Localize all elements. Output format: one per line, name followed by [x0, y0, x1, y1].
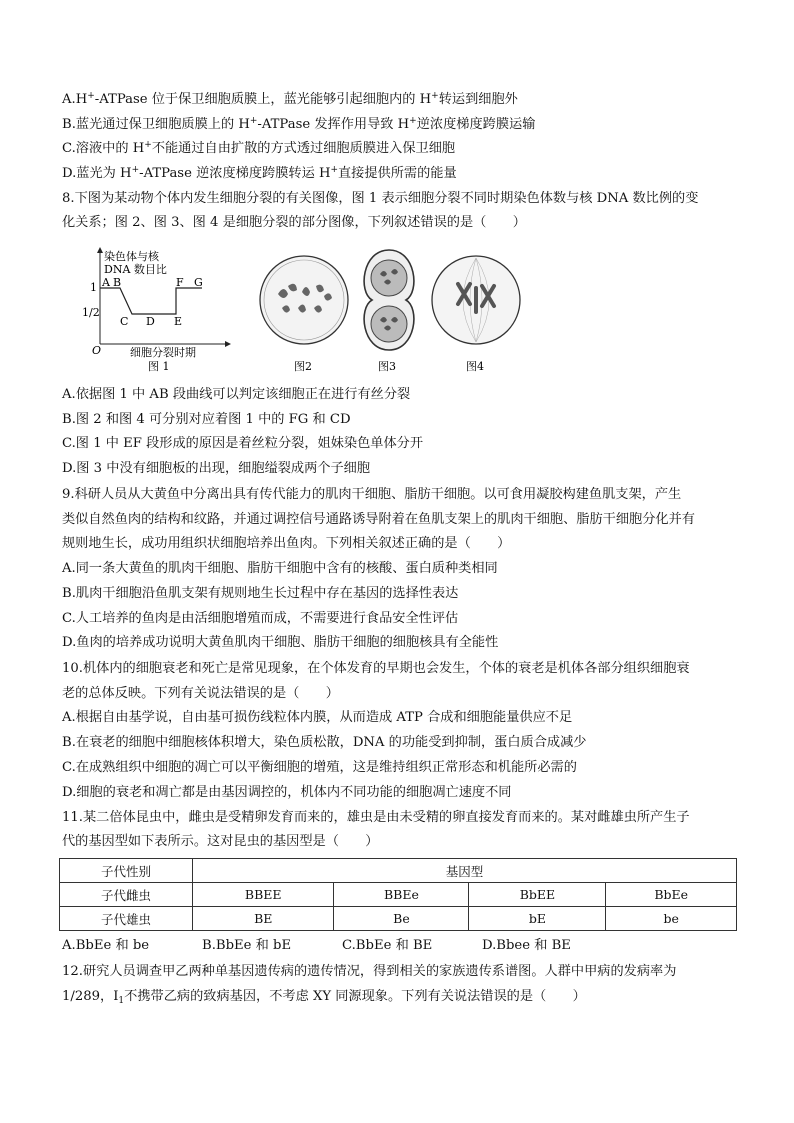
q11-option-a: A.BbEe 和 be — [62, 938, 150, 953]
y-axis-label-1: 染色体与核 — [104, 250, 159, 263]
figure-1-caption: 图 1 — [148, 360, 170, 373]
q9-stem-line1: 9.科研人员从大黄鱼中分离出具有传代能力的肌肉干细胞、脂肪干细胞。以可食用凝胶构建鱼肌支架，产生 — [62, 487, 682, 502]
figure-1-ratio-graph — [84, 246, 234, 374]
table-row — [60, 883, 737, 907]
figure-3-cell — [354, 246, 424, 374]
point-g: G — [194, 276, 203, 289]
point-e: E — [174, 315, 183, 328]
y-axis-label-2: DNA 数目比 — [104, 263, 167, 276]
q7-option-d: D.蓝光为 H+-ATPase 逆浓度梯度跨膜转运 H+直接提供所需的能量 — [62, 165, 457, 181]
q11-option-d: D.Bbee 和 BE — [482, 938, 571, 953]
q9-option-d: D.鱼肉的培养成功说明大黄鱼肌肉干细胞、脂肪干细胞的细胞核具有全能性 — [62, 635, 499, 650]
q8-option-c: C.图 1 中 EF 段形成的原因是着丝粒分裂，姐妹染色单体分开 — [62, 436, 424, 451]
figure-2-cell — [258, 250, 350, 374]
table-row-label: 子代雄虫 — [60, 907, 193, 931]
figure-2-caption: 图2 — [294, 360, 312, 373]
figure-4-cell — [430, 250, 522, 374]
q9-option-b: B.肌肉干细胞沿鱼肌支架有规则地生长过程中存在基因的选择性表达 — [62, 586, 459, 601]
figure-3-caption: 图3 — [378, 360, 396, 373]
q10-option-a: A.根据自由基学说，自由基可损伤线粒体内膜，从而造成 ATP 合成和细胞能量供应不足 — [62, 710, 573, 725]
table-row — [60, 907, 737, 931]
q11-stem-line2: 代的基因型如下表所示。这对昆虫的基因型是（ ） — [62, 834, 379, 849]
q11-option-b: B.BbEe 和 bE — [202, 938, 292, 953]
q11-option-c: C.BbEe 和 BE — [342, 938, 433, 953]
table-header-genotype: 基因型 — [193, 859, 737, 883]
q11-stem-line1: 11.某二倍体昆虫中，雌虫是受精卵发育而来的，雄虫是由未受精的卵直接发育而来的。某对雌雄虫所产生子 — [62, 810, 690, 825]
q10-option-c: C.在成熟组织中细胞的凋亡可以平衡细胞的增殖，这是维持组织正常形态和机能所必需的 — [62, 760, 577, 775]
x-axis-label: 细胞分裂时期 — [130, 346, 196, 359]
table-cell: Be — [334, 907, 469, 931]
q8-stem-line2: 化关系；图 2、图 3、图 4 是细胞分裂的部分图像，下列叙述错误的是（ ） — [62, 215, 526, 230]
q12-stem-line2: 1/289，$I_1$不携带乙病的致病基因，不考虑 XY 同源现象。下列有关说法错误的是（ ） — [62, 989, 586, 1006]
table-cell: be — [606, 907, 737, 931]
ratio-curve — [100, 288, 202, 314]
table-cell: BbEE — [469, 883, 606, 907]
q9-stem-line3: 规则地生长，成功用组织状细胞培养出鱼肉。下列相关叙述正确的是（ ） — [62, 536, 511, 551]
q8-option-a: A.依据图 1 中 AB 段曲线可以判定该细胞正在进行有丝分裂 — [62, 387, 411, 402]
tick-half: 1/2 — [82, 306, 100, 319]
tick-1: 1 — [90, 281, 97, 294]
q10-stem-line2: 老的总体反映。下列有关说法错误的是（ ） — [62, 686, 339, 701]
q10-stem-line1: 10.机体内的细胞衰老和死亡是常见现象，在个体发育的早期也会发生，个体的衰老是机体各部分组织细胞衰 — [62, 661, 690, 676]
q10-option-d: D.细胞的衰老和凋亡都是由基因调控的，机体内不同功能的细胞凋亡速度不同 — [62, 785, 512, 800]
table-header-sex: 子代性别 — [60, 859, 193, 883]
q8-option-d: D.图 3 中没有细胞板的出现，细胞缢裂成两个子细胞 — [62, 461, 371, 476]
point-a: A — [102, 276, 110, 289]
point-f: F — [176, 276, 184, 289]
table-cell: bE — [469, 907, 606, 931]
q8-stem-line1: 8.下图为某动物个体内发生细胞分裂的有关图像，图 1 表示细胞分裂不同时期染色体数与核 DNA 数比例的变 — [62, 191, 699, 206]
table-cell: BBEE — [193, 883, 334, 907]
table-cell: BE — [193, 907, 334, 931]
q10-option-b: B.在衰老的细胞中细胞核体积增大，染色质松散，DNA 的功能受到抑制，蛋白质合成减少 — [62, 735, 587, 750]
q12-stem-line1: 12.研究人员调查甲乙两种单基因遗传病的遗传情况，得到相关的家族遗传系谱图。人群中甲病的发病率为 — [62, 964, 677, 979]
genotype-table — [59, 858, 737, 931]
q9-stem-line2: 类似自然鱼肉的结构和纹路，并通过调控信号通路诱导附着在鱼肌支架上的肌肉干细胞、脂肪干细胞分化并有 — [62, 512, 695, 527]
q7-option-a: A.H+-ATPase 位于保卫细胞质膜上，蓝光能够引起细胞内的 H+转运到细胞外 — [62, 91, 518, 107]
table-row-label: 子代雌虫 — [60, 883, 193, 907]
q9-option-c: C.人工培养的鱼肉是由活细胞增殖而成，不需要进行食品安全性评估 — [62, 611, 459, 626]
point-b: B — [113, 276, 122, 289]
q8-option-b: B.图 2 和图 4 可分别对应着图 1 中的 FG 和 CD — [62, 412, 351, 427]
table-cell: BbEe — [606, 883, 737, 907]
table-cell: BBEe — [334, 883, 469, 907]
origin: O — [92, 344, 102, 357]
point-d: D — [146, 315, 155, 328]
point-c: C — [120, 315, 129, 328]
q11-options — [62, 936, 571, 956]
table-header-row — [60, 859, 737, 883]
q7-option-b: B.蓝光通过保卫细胞质膜上的 H+-ATPase 发挥作用导致 H+逆浓度梯度跨膜运输 — [62, 116, 536, 132]
figure-4-caption: 图4 — [466, 360, 484, 373]
q9-option-a: A.同一条大黄鱼的肌肉干细胞、脂肪干细胞中含有的核酸、蛋白质种类相同 — [62, 561, 498, 576]
q7-option-c: C.溶液中的 H+不能通过自由扩散的方式透过细胞质膜进入保卫细胞 — [62, 140, 456, 156]
